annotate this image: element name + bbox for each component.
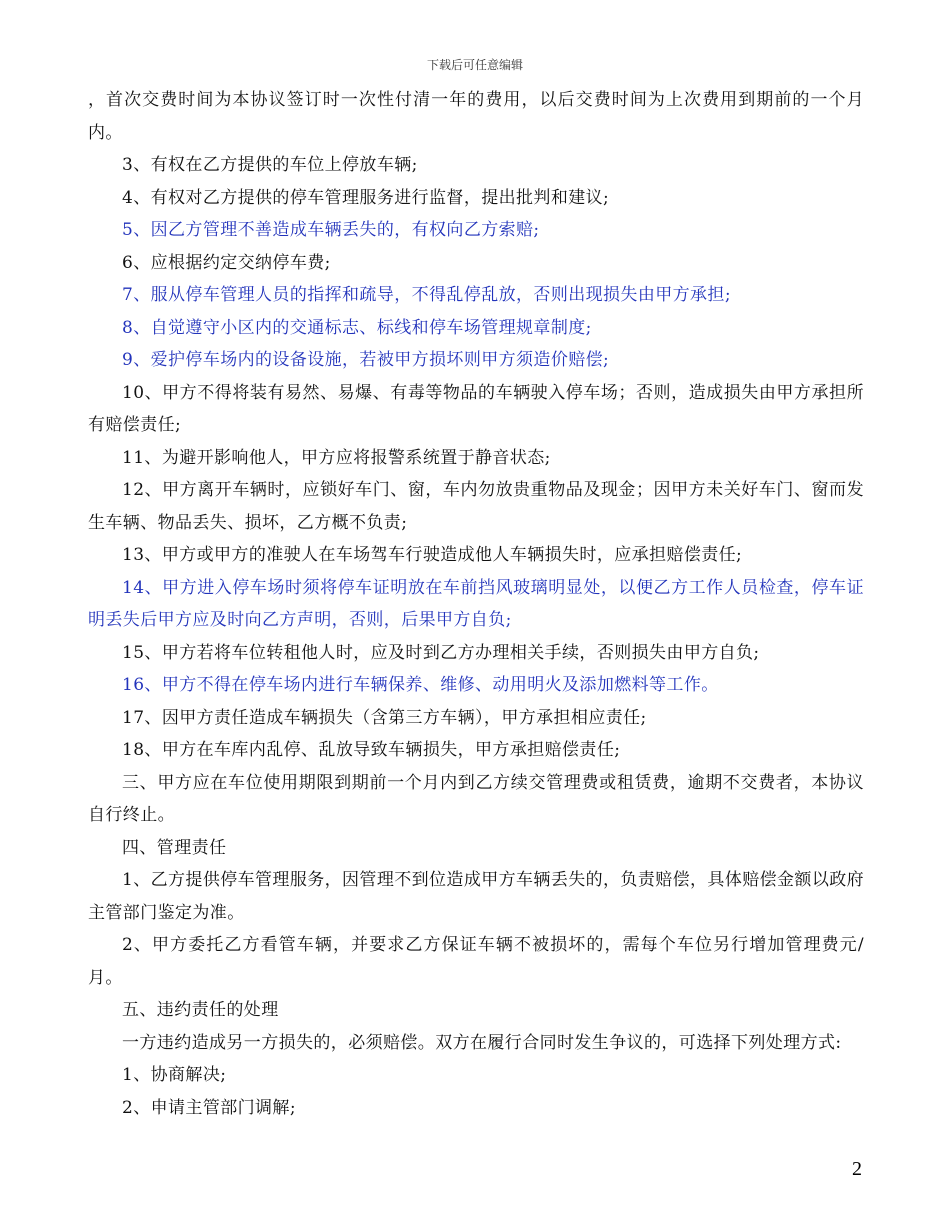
paragraph: 13、甲方或甲方的准驶人在车场驾车行驶造成他人车辆损失时，应承担赔偿责任; <box>122 545 743 565</box>
paragraph: 14、甲方进入停车场时须将停车证明放在车前挡风玻璃明显处，以便乙方工作人员检查，停车证明丢失后甲方应及时向乙方声明，否则，后果甲方自负; <box>88 577 864 630</box>
paragraph: 11、为避开影响他人，甲方应将报警系统置于静音状态; <box>122 447 551 468</box>
paragraph: 18、甲方在车库内乱停、乱放导致车辆损失，甲方承担赔偿责任; <box>122 740 621 760</box>
paragraph: 15、甲方若将车位转租他人时，应及时到乙方办理相关手续，否则损失由甲方自负; <box>122 642 760 663</box>
paragraph: 12、甲方离开车辆时，应锁好车门、窗，车内勿放贵重物品及现金；因甲方未关好车门、窗而发生车辆、物品丢失、损坏，乙方概不负责; <box>88 480 864 533</box>
paragraph: 5、因乙方管理不善造成车辆丢失的，有权向乙方索赔; <box>122 220 540 240</box>
paragraph: 4、有权对乙方提供的停车管理服务进行监督，提出批判和建议; <box>122 187 610 208</box>
paragraph: 9、爱护停车场内的设备设施，若被甲方损坏则甲方须造价赔偿; <box>122 350 610 370</box>
paragraph: 2、申请主管部门调解; <box>122 1097 296 1118</box>
document-body <box>88 84 864 1124</box>
section-heading: 四、管理责任 <box>122 837 227 858</box>
paragraph: 16、甲方不得在停车场内进行车辆保养、维修、动用明火及添加燃料等工作。 <box>122 675 719 695</box>
page-number: 2 <box>852 1158 862 1180</box>
paragraph: 7、服从停车管理人员的指挥和疏导，不得乱停乱放，否则出现损失由甲方承担; <box>122 285 731 305</box>
paragraph: 2、甲方委托乙方看管车辆，并要求乙方保证车辆不被损坏的，需每个车位另行增加管理费元/月。 <box>88 935 864 988</box>
paragraph: 3、有权在乙方提供的车位上停放车辆; <box>122 155 418 175</box>
paragraph: 17、因甲方责任造成车辆损失（含第三方车辆），甲方承担相应责任; <box>122 707 647 728</box>
paragraph: 10、甲方不得将装有易然、易爆、有毒等物品的车辆驶入停车场；否则，造成损失由甲方承担所有赔偿责任; <box>88 382 864 435</box>
section-heading: 五、违约责任的处理 <box>122 1000 279 1020</box>
paragraph: 8、自觉遵守小区内的交通标志、标线和停车场管理规章制度; <box>122 317 592 338</box>
paragraph: 1、协商解决; <box>122 1065 227 1085</box>
paragraph: 三、甲方应在车位使用期限到期前一个月内到乙方续交管理费或租赁费，逾期不交费者，本协议自行终止。 <box>88 772 864 825</box>
paragraph: ，首次交费时间为本协议签订时一次性付清一年的费用，以后交费时间为上次费用到期前的一个月内。 <box>88 90 864 143</box>
page-header: 下载后可任意编辑 <box>426 58 523 72</box>
paragraph: 1、乙方提供停车管理服务，因管理不到位造成甲方车辆丢失的，负责赔偿，具体赔偿金额以政府主管部门鉴定为准。 <box>88 870 865 923</box>
paragraph: 一方违约造成另一方损失的，必须赔偿。双方在履行合同时发生争议的，可选择下列处理方式: <box>122 1032 842 1053</box>
paragraph: 6、应根据约定交纳停车费; <box>122 252 331 273</box>
